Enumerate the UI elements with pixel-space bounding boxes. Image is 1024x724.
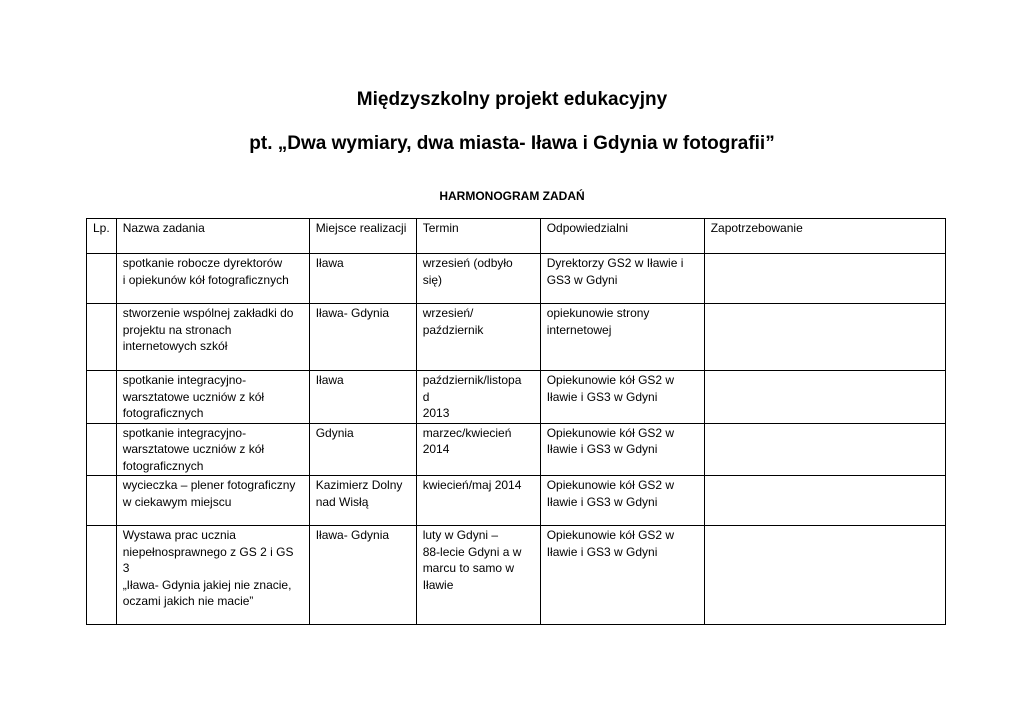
header-cell-task-name: Nazwa zadania (116, 219, 309, 254)
cell-task-name: Wystawa prac ucznia niepełnosprawnego z GS 2 i GS 3 „Iława- Gdynia jakiej nie znacie, oczami jakich nie macie” (116, 526, 309, 625)
cell-responsible: Opiekunowie kół GS2 w Iławie i GS3 w Gdyni (540, 371, 704, 424)
cell-location: Iława- Gdynia (309, 304, 416, 371)
table-row (87, 526, 946, 625)
table-row (87, 304, 946, 371)
cell-lp (87, 304, 117, 371)
cell-date: luty w Gdyni – 88-lecie Gdyni a w marcu to samo w Iławie (416, 526, 540, 625)
header-cell-location: Miejsce realizacji (309, 219, 416, 254)
cell-requirements (704, 254, 945, 304)
table-row (87, 371, 946, 424)
table-row (87, 476, 946, 526)
table-row (87, 423, 946, 476)
cell-requirements (704, 526, 945, 625)
cell-responsible: Opiekunowie kół GS2 w Iławie i GS3 w Gdyni (540, 476, 704, 526)
cell-date: wrzesień (odbyło się) (416, 254, 540, 304)
cell-responsible: Dyrektorzy GS2 w Iławie i GS3 w Gdyni (540, 254, 704, 304)
header-cell-responsible: Odpowiedzialni (540, 219, 704, 254)
cell-task-name: spotkanie robocze dyrektorów i opiekunów kół fotograficznych (116, 254, 309, 304)
cell-date: wrzesień/ październik (416, 304, 540, 371)
cell-responsible: opiekunowie strony internetowej (540, 304, 704, 371)
document-subtitle: pt. „Dwa wymiary, dwa miasta- Iława i Gdynia w fotografii” (249, 133, 775, 154)
section-title: HARMONOGRAM ZADAŃ (439, 189, 585, 203)
header-cell-requirements: Zapotrzebowanie (704, 219, 945, 254)
header-cell-date: Termin (416, 219, 540, 254)
cell-requirements (704, 371, 945, 424)
cell-task-name: stworzenie wspólnej zakładki do projektu na stronach internetowych szkół (116, 304, 309, 371)
cell-task-name: spotkanie integracyjno- warsztatowe uczniów z kół fotograficznych (116, 423, 309, 476)
cell-task-name: wycieczka – plener fotograficzny w ciekawym miejscu (116, 476, 309, 526)
cell-task-name: spotkanie integracyjno- warsztatowe uczniów z kół fotograficznych (116, 371, 309, 424)
table-row (87, 254, 946, 304)
cell-requirements (704, 423, 945, 476)
cell-date: październik/listopa d 2013 (416, 371, 540, 424)
cell-lp (87, 371, 117, 424)
schedule-table (86, 218, 946, 625)
cell-lp (87, 476, 117, 526)
cell-location: Kazimierz Dolny nad Wisłą (309, 476, 416, 526)
cell-date: marzec/kwiecień 2014 (416, 423, 540, 476)
header-cell-lp: Lp. (87, 219, 117, 254)
cell-responsible: Opiekunowie kół GS2 w Iławie i GS3 w Gdyni (540, 423, 704, 476)
cell-location: Gdynia (309, 423, 416, 476)
cell-responsible: Opiekunowie kół GS2 w Iławie i GS3 w Gdyni (540, 526, 704, 625)
document-title: Międzyszkolny projekt edukacyjny (356, 89, 668, 110)
cell-date: kwiecień/maj 2014 (416, 476, 540, 526)
cell-lp (87, 254, 117, 304)
cell-lp (87, 526, 117, 625)
cell-requirements (704, 476, 945, 526)
table-header-row (87, 219, 946, 254)
cell-location: Iława (309, 254, 416, 304)
cell-requirements (704, 304, 945, 371)
cell-lp (87, 423, 117, 476)
cell-location: Iława (309, 371, 416, 424)
cell-location: Iława- Gdynia (309, 526, 416, 625)
